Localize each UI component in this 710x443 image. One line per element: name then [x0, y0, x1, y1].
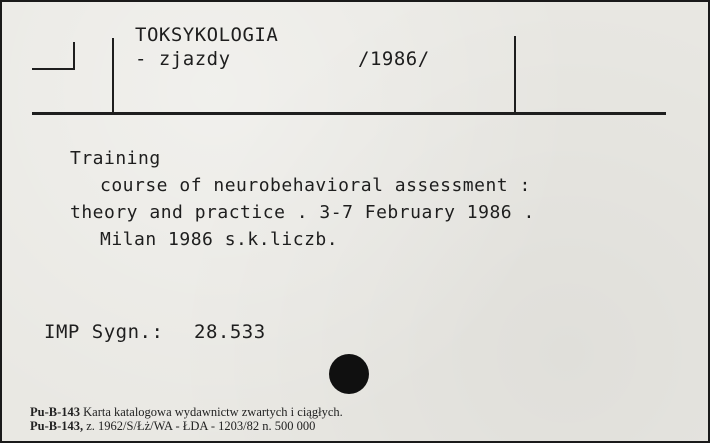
entry-line-2: course of neurobehavioral assessment : [100, 175, 531, 196]
call-number-label: IMP Sygn.: [44, 321, 164, 343]
footer-form-code: Pu-B-143 [30, 405, 80, 419]
footer-form-code-2: Pu-B-143, [30, 419, 84, 433]
header-left-tick [73, 42, 75, 70]
footer-form-title: Karta katalogowa wydawnictw zwartych i ciągłych. [83, 405, 343, 419]
catalog-card [2, 2, 708, 441]
subject-heading: TOKSYKOLOGIA [135, 24, 279, 46]
subheading: - zjazdy [135, 48, 231, 70]
header-divider-left [112, 38, 114, 114]
call-number-value: 28.533 [194, 321, 266, 343]
header-bottom-rule [32, 112, 666, 115]
punched-hole [329, 354, 369, 394]
entry-line-4: Milan 1986 s.k.liczb. [100, 229, 339, 250]
footer-line-2 [30, 419, 315, 434]
header-top-short-rule [32, 68, 74, 70]
footer-print-info: z. 1962/S/Łż/WA - ŁDA - 1203/82 n. 500 000 [86, 419, 316, 433]
header-divider-right [514, 36, 516, 114]
entry-line-3: theory and practice . 3-7 February 1986 . [70, 202, 535, 223]
entry-title: Training [70, 148, 161, 169]
footer-line-1 [30, 405, 343, 420]
year: /1986/ [358, 48, 430, 70]
